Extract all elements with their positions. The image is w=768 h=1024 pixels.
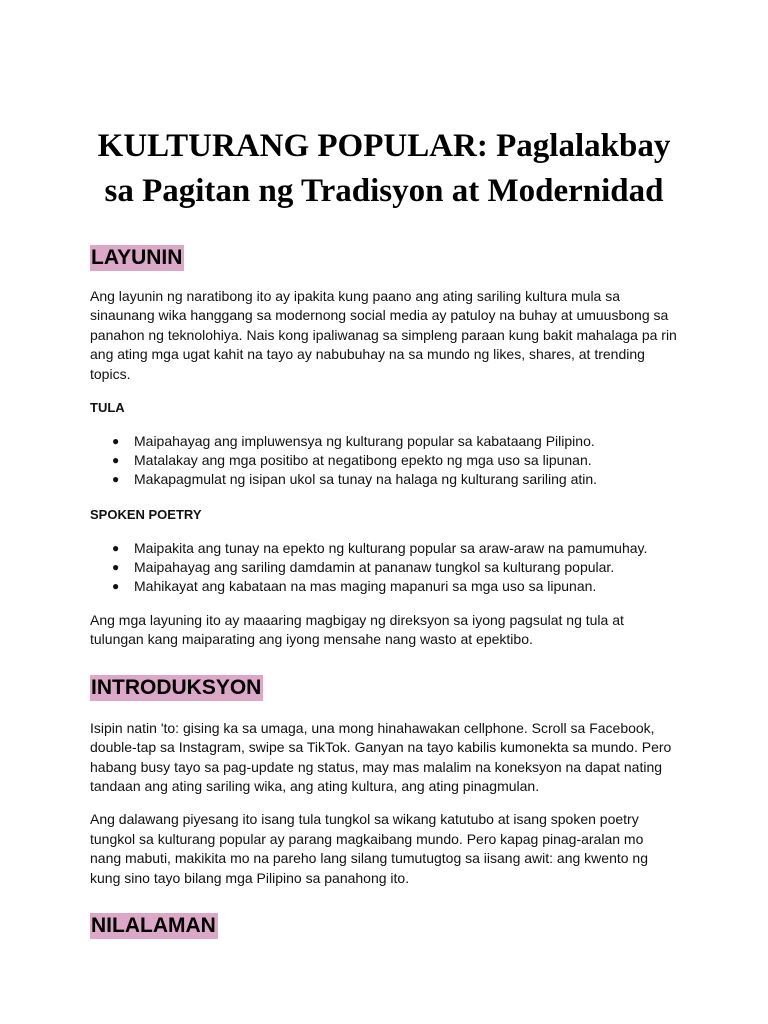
list-item: ● Matalakay ang mga positibo at negatibong epekto ng mga uso sa lipunan. bbox=[112, 452, 592, 469]
layunin-closing-paragraph: Ang mga layuning ito ay maaaring magbigay ng direksyon sa iyong pagsulat ng tula at tulungan kang maiparating ang iyong mensahe nang wasto at epektibo. bbox=[90, 612, 624, 648]
list-item: ● Mahikayat ang kabataan na mas maging mapanuri sa mga uso sa lipunan. bbox=[112, 578, 597, 595]
introduksyon-heading: INTRODUKSYON bbox=[91, 675, 262, 699]
introduksyon-paragraph-1: Isipin natin 'to: gising ka sa umaga, una mong hinahawakan cellphone. Scroll sa Facebook, double-tap sa Instagram, swipe sa TikTok. Ganyan na tayo kabilis kumonekta sa mundo. Pero habang busy tayo sa pag-update ng status, may mas malalim na koneksyon na dapat nating tandaan ang ating sariling wika, ang ating kultura, ang ating pinagmulan. bbox=[90, 719, 672, 795]
bullet-icon: ● bbox=[112, 434, 120, 449]
bullet-icon: ● bbox=[112, 579, 120, 594]
introduksyon-paragraph-2: Ang dalawang piyesang ito isang tula tungkol sa wikang katutubo at isang spoken poetry tungkol sa kulturang popular ay parang magkaibang mundo. Pero kapag pinag-aralan mo nang mabuti, makikita mo na pareho lang silang tumutugtog sa iisang awit: ang kwento ng kung sino tayo bilang mga Pilipino sa panahong ito. bbox=[90, 811, 649, 886]
tula-list bbox=[90, 432, 678, 489]
bullet-icon: ● bbox=[112, 453, 120, 468]
document-title bbox=[90, 0, 678, 214]
layunin-paragraph: Ang layunin ng naratibong ito ay ipakita kung paano ang ating sariling kultura mula sa sinaunang wika hanggang sa modernong social media ay patuloy na buhay at umuusbong sa panahon ng teknolohiya. Nais kong ipaliwanag sa simpleng paraan kung bakit mahalaga pa rin ang ating mga ugat kahit na tayo ay nabubuhay na sa mundo ng likes, shares, at trending topics. bbox=[90, 288, 677, 382]
bullet-icon: ● bbox=[112, 472, 120, 487]
spoken-poetry-label: SPOKEN POETRY bbox=[90, 507, 202, 523]
list-item: ● Maipahayag ang sariling damdamin at pananaw tungkol sa kulturang popular. bbox=[112, 559, 615, 576]
layunin-section bbox=[90, 245, 678, 271]
bullet-icon: ● bbox=[112, 560, 120, 575]
list-item: ● Maipakita ang tunay na epekto ng kulturang popular sa araw-araw na pamumuhay. bbox=[112, 540, 648, 557]
nilalaman-heading: NILALAMAN bbox=[91, 914, 216, 938]
introduksyon-section bbox=[90, 675, 678, 701]
title-line-1: KULTURANG POPULAR: Paglalakbay bbox=[97, 128, 671, 164]
list-item: ● Maipahayag ang impluwensya ng kulturang popular sa kabataang Pilipino. bbox=[112, 433, 595, 450]
list-item: ● Makapagmulat ng isipan ukol sa tunay na halaga ng kulturang sariling atin. bbox=[112, 471, 598, 488]
layunin-heading: LAYUNIN bbox=[91, 246, 183, 269]
tula-label: TULA bbox=[90, 400, 125, 416]
nilalaman-section bbox=[90, 913, 678, 939]
bullet-icon: ● bbox=[112, 541, 120, 556]
title-line-2: sa Pagitan ng Tradisyon at Modernidad bbox=[104, 173, 664, 209]
spoken-poetry-list bbox=[90, 539, 678, 596]
